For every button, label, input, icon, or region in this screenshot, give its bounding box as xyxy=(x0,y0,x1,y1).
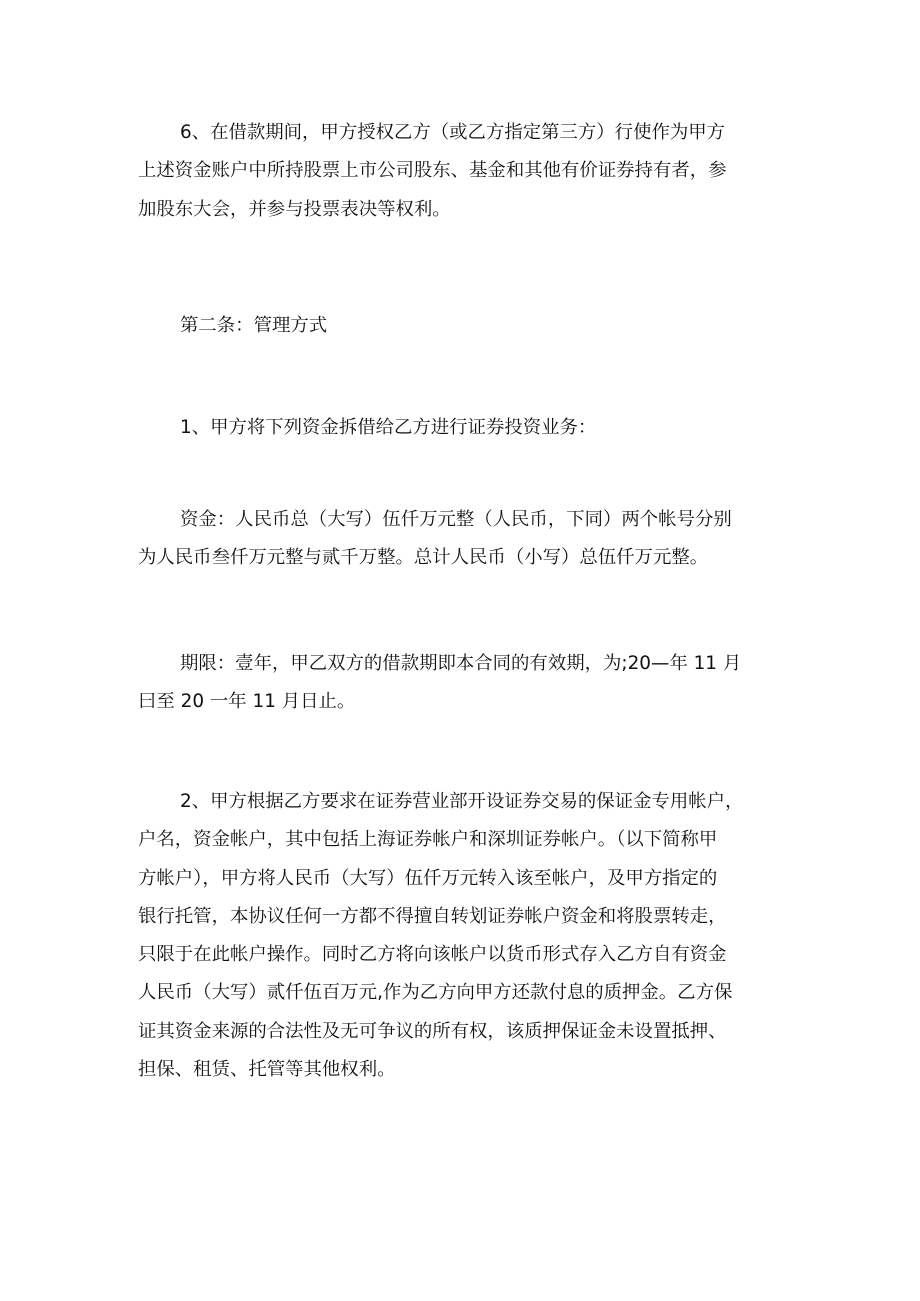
text-line: 第二条：管理方式 xyxy=(180,315,328,336)
text-line: 户名，资金帐户，其中包括上海证券帐户和深圳证券帐户。（以下简称甲 xyxy=(138,829,718,851)
text-line: 期限：壹年，甲乙双方的借款期即本合同的有效期，为;20—年 11 月 xyxy=(180,653,742,674)
paragraph-term xyxy=(138,645,798,722)
text-line: 人民币（大写）贰仟伍百万元,作为乙方向甲方还款付息的质押金。乙方保 xyxy=(138,982,733,1004)
text-line: 6、在借款期间，甲方授权乙方（或乙方指定第三方）行使作为甲方 xyxy=(180,122,726,143)
text-line: 方帐户），甲方将人民币（大写）伍仟万元转入该至帐户，及甲方指定的 xyxy=(138,867,718,889)
text-line: 证其资金来源的合法性及无可争议的所有权，该质押保证金未设置抵押、 xyxy=(138,1020,727,1042)
text-line: 资金：人民币总（大写）伍仟万元整（人民币，下同）两个帐号分别 xyxy=(180,509,732,530)
paragraph-funds-amount xyxy=(138,501,798,578)
text-line: 上述资金账户中所持股票上市公司股东、基金和其他有价证券持有者，参 xyxy=(138,160,727,182)
paragraph-borrowing-rights xyxy=(138,114,798,229)
paragraph-margin-account xyxy=(138,783,798,1089)
text-line: 2、甲方根据乙方要求在证券营业部开设证券交易的保证金专用帐户， xyxy=(180,791,744,812)
paragraph-fund-lending xyxy=(138,409,798,447)
text-line: 只限于在此帐户操作。同时乙方将向该帐户以货币形式存入乙方自有资金 xyxy=(138,944,727,966)
text-line: 1、甲方将下列资金拆借给乙方进行证券投资业务： xyxy=(180,417,597,438)
section-heading-management xyxy=(138,307,798,345)
text-line: 银行托管，本协议任何一方都不得擅自转划证券帐户资金和将股票转走， xyxy=(138,905,727,927)
text-line: 为人民币叁仟万元整与贰千万整。总计人民币（小写）总伍仟万元整。 xyxy=(138,547,709,569)
text-line: 曰至 20 一年 11 月日止。 xyxy=(138,691,356,713)
text-line: 担保、租赁、托管等其他权利。 xyxy=(138,1059,396,1081)
text-line: 加股东大会，并参与投票表决等权利。 xyxy=(138,198,451,220)
